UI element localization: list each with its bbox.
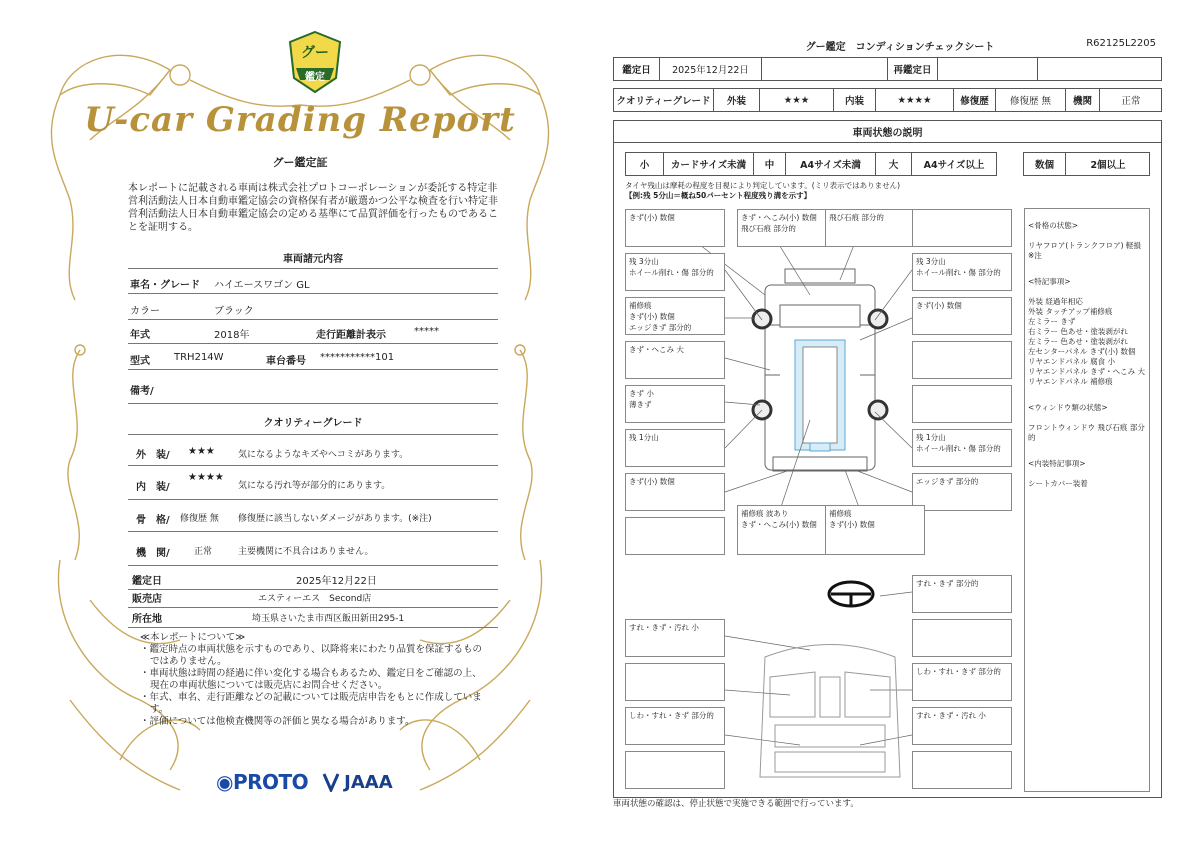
count-legend: 数個 2個以上 <box>1023 152 1150 176</box>
interior-notes: シートカバー装着 <box>1028 479 1088 488</box>
damage-box-14: 残 1分山 ホイール削れ・傷 部分的 <box>912 429 1012 467</box>
damage-box-5: 残 3分山 ホイール削れ・傷 部分的 <box>625 253 725 291</box>
interior-box-8: すれ・きず・汚れ 小 <box>912 707 1012 745</box>
chassis-number: ***********101 <box>320 352 395 363</box>
footer-note: 車両状態の確認は、停止状態で実施できる範囲で行っています。 <box>613 799 859 809</box>
vehicle-name: ハイエースワゴン GL <box>214 280 310 291</box>
frame-value: 修復歴 無 <box>180 514 219 524</box>
vehicle-year: 2018年 <box>214 330 250 341</box>
spec-heading: 車両諸元内容 <box>283 254 343 265</box>
emblem-top-text: グー <box>301 45 329 61</box>
damage-box-11: きず 小 薄きず <box>625 385 725 423</box>
frame-state: リヤフロア(トランクフロア) 軽損 ※注 <box>1028 241 1141 260</box>
size-legend: 小 カードサイズ未満 中 A4サイズ未満 大 A4サイズ以上 <box>625 152 997 176</box>
damage-box-19: 補修痕 きず(小) 数個 <box>825 505 925 555</box>
vehicle-color: ブラック <box>214 306 254 317</box>
exterior-stars: ★★★ <box>760 89 834 111</box>
window-state: フロントウィンドウ 飛び石痕 部分的 <box>1028 423 1145 442</box>
shop-row: 販売店 エスティーエス Second店 <box>128 588 498 608</box>
damage-box-16: エッジきず 部分的 <box>912 473 1012 511</box>
damage-box-6: 残 3分山 ホイール削れ・傷 部分的 <box>912 253 1012 291</box>
interior-box-2: すれ・きず・汚れ 小 <box>625 619 725 657</box>
color-row: カラー ブラック <box>128 298 498 320</box>
damage-box-4 <box>912 209 1012 247</box>
state-heading: 車両状態の説明 <box>614 121 1161 143</box>
special-items: 外装 経過年相応 外装 タッチアップ補修痕 左ミラー きず 右ミラー 色あせ・塗装剥がれ 左ミラー 色あせ・塗装剥がれ 左センターパネル きず(小) 数個 リヤエンドパネル 腐食 小 リヤエンドパネル きず・へこみ 大 リヤエンドパネル 補修痕 <box>1028 297 1145 386</box>
jaaa-logo: JAAA <box>322 772 393 793</box>
interior-box-4 <box>625 663 725 701</box>
damage-box-10 <box>912 341 1012 379</box>
interior-box-7: しわ・すれ・きず 部分的 <box>625 707 725 745</box>
mileage-value: ***** <box>414 326 439 337</box>
interior-box-10 <box>912 751 1012 789</box>
sheet-title: グー鑑定 コンディションチェックシート <box>805 42 995 53</box>
repair-value: 修復歴 無 <box>996 89 1066 111</box>
certificate-text: 本レポートに記載される車両は株式会社プロトコーポレーションが委託する特定非営利活動法人日本自動車鑑定協会の資格保有者が厳選かつ公平な検査を行い特定非営利活動法人日本自動車鑑定協会の定める基準にて品質評価を行ったものであることを証明する。 <box>128 183 498 233</box>
exterior-row: 外 装/ ★★★ 気になるようなキズやヘコミがあります。 <box>128 440 498 466</box>
damage-box-18: 補修痕 波あり きず・へこみ(小) 数個 <box>737 505 837 555</box>
interior-box-9 <box>625 751 725 789</box>
damage-box-3: 飛び石痕 部分的 <box>825 209 925 247</box>
damage-box-8: きず(小) 数個 <box>912 297 1012 335</box>
interior-box-1: すれ・きず 部分的 <box>912 575 1012 613</box>
certificate-title: グー鑑定証 <box>272 156 328 169</box>
steering-wheel-icon <box>826 579 876 609</box>
exterior-stars: ★★★ <box>188 446 215 457</box>
report-title: U-car Grading Report <box>84 100 516 140</box>
interior-stars: ★★★★ <box>188 472 224 483</box>
engine-row: 機 関/ 正常 主要機関に不具合はありません。 <box>128 536 498 566</box>
damage-box-7: 補修痕 きず(小) 数個 エッジきず 部分的 <box>625 297 725 335</box>
proto-logo: ◉PROTO <box>216 770 309 794</box>
remarks-row: 備考/ <box>128 378 498 404</box>
special-notes-panel: <骨格の状態> リヤフロア(トランクフロア) 軽損 ※注 <特記事項> 外装 経過年相応 外装 タッチアップ補修痕 左ミラー きず 右ミラー 色あせ・塗装剥がれ 左ミラー 色あせ・塗装剥がれ 左センターパネル きず(小) 数個 リヤエンドパネル 腐食 小 リヤエンドパネル きず・へこみ 大 リヤエンドパネル 補修痕 <ウィンドウ類の状態> フロントウィンドウ 飛び石痕 部分的 <内装特記事項> シートカバー装着 <box>1024 208 1150 792</box>
interior-box-5: しわ・すれ・きず 部分的 <box>912 663 1012 701</box>
damage-box-15: きず(小) 数個 <box>625 473 725 511</box>
shop-address: 埼玉県さいたま市西区飯田新田295-1 <box>252 614 405 624</box>
inspect-date-row: 鑑定日 2025年12月22日 <box>128 568 498 590</box>
model-code: TRH214W <box>174 352 224 363</box>
tire-example: 【例:残 5分山＝概ね50パーセント程度残り溝を示す】 <box>625 191 812 200</box>
interior-box-3 <box>912 619 1012 657</box>
damage-box-2: きず・へこみ(小) 数個 飛び石痕 部分的 <box>737 209 837 247</box>
damage-box-12 <box>912 385 1012 423</box>
sheet-code: R62125L2205 <box>1086 38 1156 49</box>
interior-row: 内 装/ ★★★★ 気になる汚れ等が部分的にあります。 <box>128 470 498 500</box>
model-row: 型式 TRH214W 車台番号 ***********101 <box>128 348 498 370</box>
quality-grade-row: クオリティーグレード 外装 ★★★ 内装 ★★★★ 修復歴 修復歴 無 機関 正常 <box>613 88 1162 112</box>
shop-name: エスティーエス Second店 <box>258 594 372 604</box>
engine-value: 正常 <box>1121 96 1141 107</box>
engine-value: 正常 <box>194 547 213 557</box>
quality-heading: クオリティーグレード <box>263 418 363 429</box>
damage-box-17 <box>625 517 725 555</box>
vehicle-name-row: 車名・グレード ハイエースワゴン GL <box>128 272 498 294</box>
inspect-date: 2025年12月22日 <box>296 576 377 587</box>
tire-note: タイヤ残山は摩耗の程度を目視により判定しています。(ミリ表示ではありません) <box>625 181 901 190</box>
date-row: 鑑定日 2025年12月22日 再鑑定日 <box>613 57 1162 81</box>
inspect-date: 2025年12月22日 <box>660 58 762 80</box>
year-row: 年式 2018年 走行距離計表示 ***** <box>128 322 498 344</box>
report-notes: ≪本レポートについて≫ ・鑑定時点の車両状態を示すものであり、以降将来にわたり品質を保証するものではありません。 ・車両状態は時間の経過に伴い変化する場合もあるため、鑑定日をご確認の上、現在の車両状態については販売店にお問合せください。 ・年式、車名、走行距離などの記載については販売店申告をもとに作成しています。 ・評価については他検査機関等の評価と異なる場合があります。 <box>140 632 483 727</box>
emblem-bottom-text: 鑑定 <box>305 72 325 83</box>
interior-stars: ★★★★ <box>876 89 954 111</box>
car-interior-diagram <box>755 637 905 787</box>
frame-row: 骨 格/ 修復歴 無 修復歴に該当しないダメージがあります。(※注) <box>128 504 498 532</box>
damage-box-1: きず(小) 数個 <box>625 209 725 247</box>
address-row: 所在地 埼玉県さいたま市西区飯田新田295-1 <box>128 608 498 628</box>
damage-box-13: 残 1分山 <box>625 429 725 467</box>
damage-box-9: きず・へこみ 大 <box>625 341 725 379</box>
